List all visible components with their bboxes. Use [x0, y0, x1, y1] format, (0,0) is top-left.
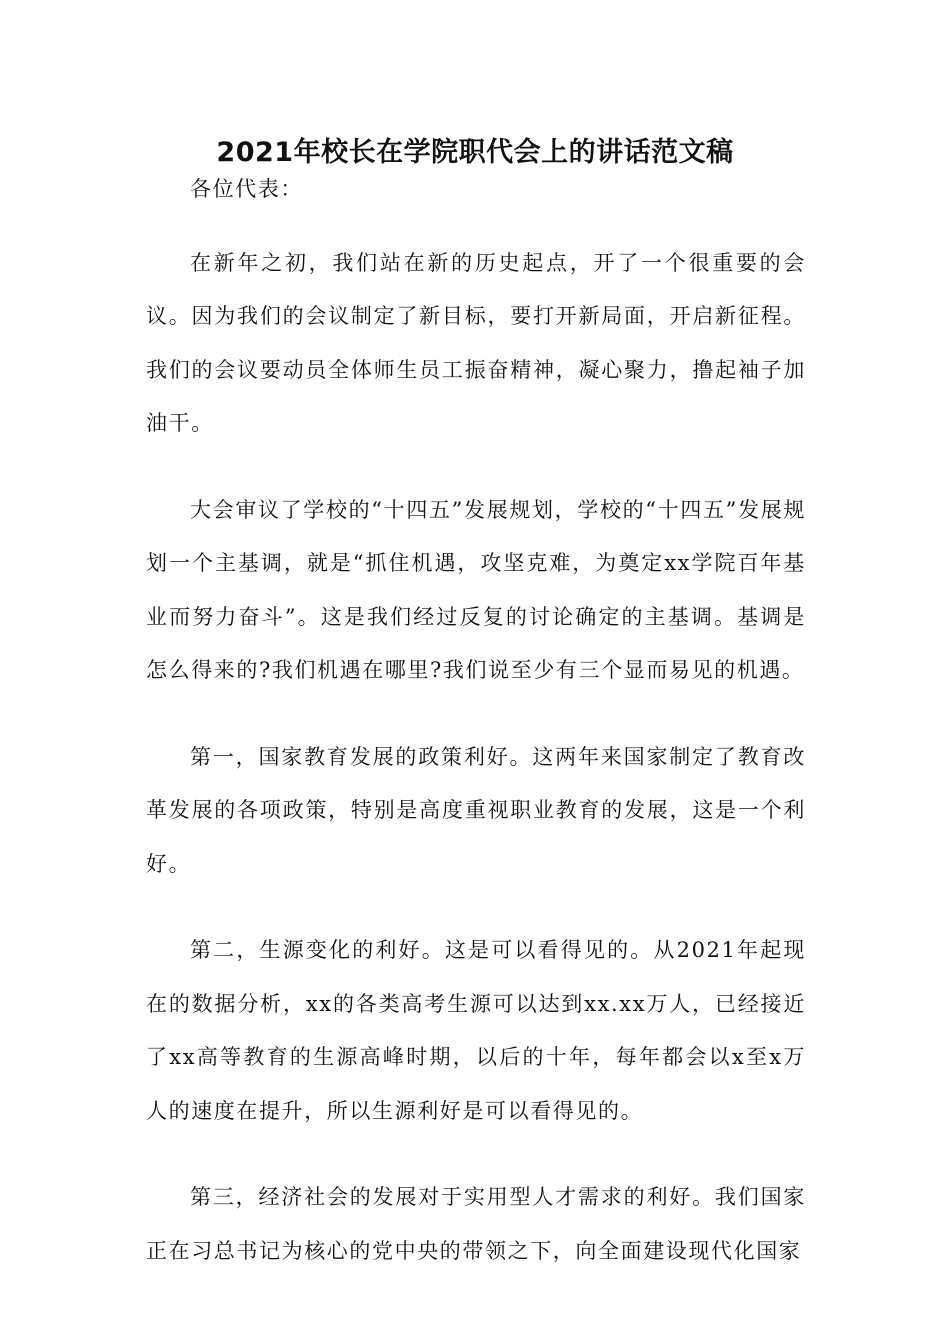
document-title: 2021年校长在学院职代会上的讲话范文稿	[216, 137, 734, 168]
paragraph-third-opportunity: 第三，经济社会的发展对于实用型人才需求的利好。我们国家正在习总书记为核心的党中央的带领之下，向全面建设现代化国家	[146, 1185, 806, 1263]
document-body	[146, 163, 806, 1311]
paragraph-first-opportunity: 第一，国家教育发展的政策利好。这两年来国家制定了教育改革发展的各项政策，特别是高度重视职业教育的发展，这是一个利好。	[146, 744, 806, 876]
paragraph-plan-keynote: 大会审议了学校的“十四五”发展规划，学校的“十四五”发展规划一个主基调，就是“抓住机遇，攻坚克难，为奠定xx学院百年基业而努力奋斗”。这是我们经过反复的讨论确定的主基调。基调是怎么得来的?我们机遇在哪里?我们说至少有三个显而易见的机遇。	[146, 497, 806, 682]
paragraph-opening: 在新年之初，我们站在新的历史起点，开了一个很重要的会议。因为我们的会议制定了新目标，要打开新局面，开启新征程。我们的会议要动员全体师生员工振奋精神，凝心聚力，撸起袖子加油干。	[146, 250, 806, 435]
paragraph-second-opportunity: 第二，生源变化的利好。这是可以看得见的。从2021年起现在的数据分析，xx的各类高考生源可以达到xx.xx万人，已经接近了xx高等教育的生源高峰时期，以后的十年，每年都会以x至x万人的速度在提升，所以生源利好是可以看得见的。	[146, 938, 806, 1123]
salutation: 各位代表：	[190, 177, 303, 201]
